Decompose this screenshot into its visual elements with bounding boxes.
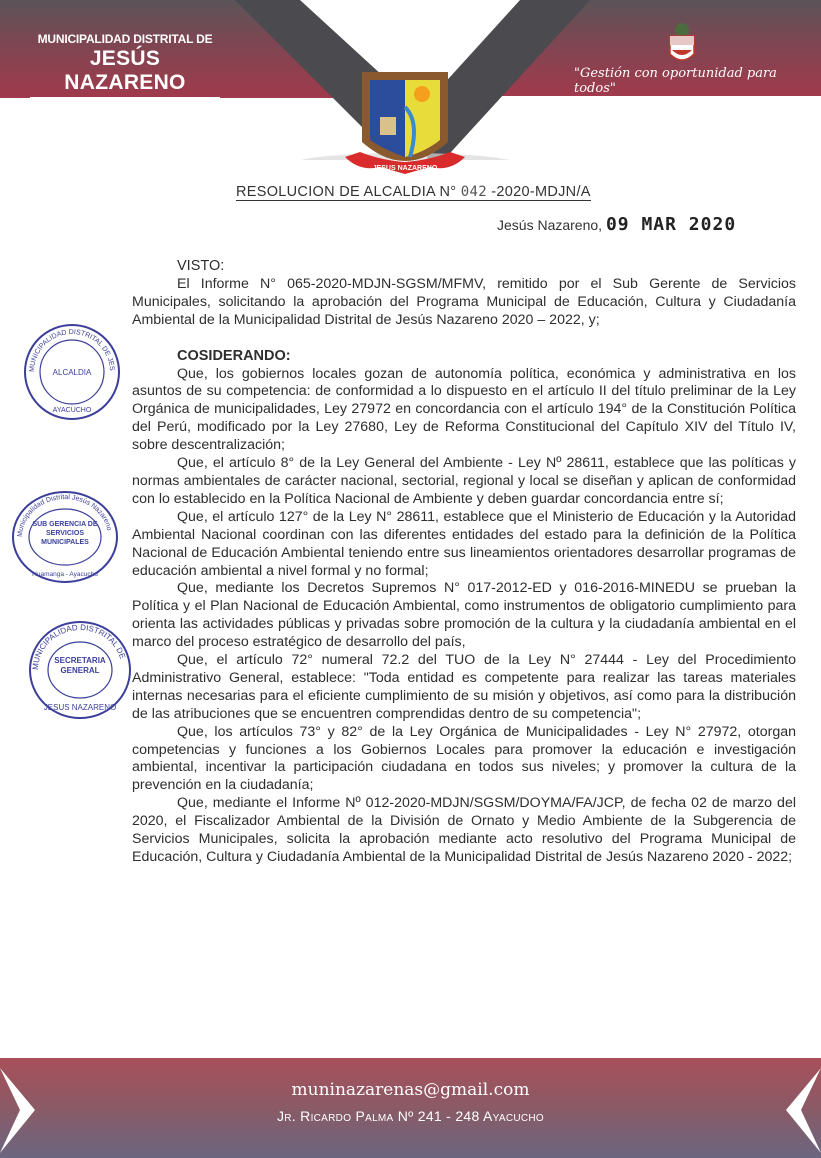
- resolution-title: [236, 184, 591, 201]
- seal-ring-text: MUNICIPALIDAD DISTRITAL DE JESUS NAZARENO: [19, 317, 116, 373]
- letterhead: [0, 0, 821, 172]
- title-prefix: RESOLUCION DE ALCALDIA N°: [236, 184, 457, 200]
- district-crest-logo: [340, 62, 470, 182]
- letterhead-footer: [0, 1058, 821, 1158]
- date-line: [497, 214, 736, 235]
- crest-banner-text: JESUS NAZARENO: [372, 165, 438, 172]
- seal-servicios-municipales: [10, 490, 120, 590]
- title-suffix: -2020-MDJN/A: [491, 184, 591, 200]
- visto-heading: VISTO:: [177, 258, 225, 274]
- visto-paragraph: El Informe N° 065-2020-MDJN-SGSM/MFMV, remitido por el Sub Gerente de Servicios Municipales, solicitando la aprobación del Programa Municipal de Educación, Cultura y Ciudadanía Ambiental de la Municipalidad Distrital de Jesús Nazareno 2020 – 2022, y;: [132, 275, 796, 328]
- seal-center-text: SECRETARIA GENERAL: [54, 656, 106, 675]
- seal-ring-text: Municipalidad Distrital Jesús Nazareno: [16, 493, 113, 538]
- paragraph: Que, los gobiernos locales gozan de autonomía política, económica y administrativa en los asuntos de su competencia: de conformidad a lo dispuesto en el artículo II del título preliminar de la Ley Orgánica de municipalidades, Ley 27972 en concordancia con el artículo 194° de la Constitución Política del Perú, modificado por la Ley 27680, Ley de Reforma Constitucional del Capítulo XIV del Título IV, sobre descentralización;: [132, 365, 796, 454]
- considerando-heading: COSIDERANDO:: [177, 347, 291, 364]
- paragraph: Que, el artículo 8° de la Ley General del Ambiente - Ley Nº 28611, establece que las políticas y normas ambientales de carácter nacional, sectorial, regional y local se diseñan y aplican de conformidad con lo establecido en la Política Nacional de Ambiente y deben guardar concordancia entre sí;: [132, 455, 796, 507]
- seal-secretaria-general: [28, 620, 133, 725]
- paragraph: Que, el artículo 127° de la Ley N° 28611, establece que el Ministerio de Educación y la Autoridad Ambiental Nacional coordinan con las diferentes entidades del estado para la definición de la Política Nacional de Educación Ambiental teniendo entre sus lineamientos orientadores desarrollar programas de educación ambiental a nivel formal y no formal;: [132, 508, 796, 579]
- paragraph: Que, los artículos 73° y 82° de la Ley Orgánica de Municipalidades - Ley N° 27972, otorgan competencias y funciones a los Gobiernos Locales para promover la educación e investigación ambiental, incentivar la participación ciudadana en todos sus niveles; y promover la cultura de la prevención en la ciudadanía;: [132, 723, 796, 794]
- paragraph: Que, mediante los Decretos Supremos N° 017-2012-ED y 016-2016-MINEDU se prueban la Política y el Plan Nacional de Educación Ambiental, como instrumentos de obligatorio cumplimiento para orienta las actividades públicas y privadas sobre promoción de la cultura y la ciudadanía ambiental en el marco del proceso estratégico de desarrollo del país,: [132, 580, 796, 651]
- place: Jesús Nazareno,: [497, 217, 603, 233]
- footer-email: muninazarenas@gmail.com: [291, 1080, 530, 1100]
- municipality-line1: MUNICIPALIDAD DISTRITAL DE: [37, 32, 213, 46]
- seal-bottom-text: Huamanga - Ayacucho: [32, 571, 98, 578]
- slogan: "Gestión con oportunidad para todos": [574, 66, 777, 96]
- resolution-number: 042: [460, 184, 487, 200]
- creation-law: CREADO POR LEY Nº 27281: [45, 101, 205, 113]
- seal-alcaldia: [19, 317, 122, 427]
- paragraph: Que, el artículo 72° numeral 72.2 del TUO de la Ley N° 27444 - Ley del Procedimiento Administrativo General, establece: "Toda entidad es competente para realizar las tareas materiales internas necesarias para el eficiente cumplimiento de su misión y objetivos, así como para la distribución de las atribuciones que se encuentren comprendidas dentro de su competencia";: [132, 652, 796, 722]
- peru-coat-of-arms-icon: [662, 20, 702, 68]
- seal-center-text: SUB GERENCIA DE SERVICIOS MUNICIPALES: [32, 521, 98, 546]
- paragraph: Que, mediante el Informe Nº 012-2020-MDJN/SGSM/DOYMA/FA/JCP, de fecha 02 de marzo del 2020, el Fiscalizador Ambiental de la División de Ornato y Medio Ambiente de la Subgerencia de Servicios Municipales, solicita la aprobación mediante acto resolutivo del Programa Municipal de Educación, Cultura y Ciudadanía Ambiental de la Municipalidad Distrital de Jesús Nazareno 2020 - 2022;: [132, 795, 796, 865]
- seal-center-text: ALCALDIA: [52, 368, 92, 377]
- seal-ring-text: MUNICIPALIDAD DISTRITAL DE: [30, 622, 128, 671]
- seal-bottom-text: AYACUCHO: [52, 407, 92, 414]
- seal-bottom-text: JESUS NAZARENO: [43, 703, 117, 712]
- date-stamp: 09 MAR 2020: [605, 214, 737, 235]
- footer-address: Jr. Ricardo Palma Nº 241 - 248 Ayacucho: [276, 1108, 545, 1124]
- municipality-name: JESÚS NAZARENO: [30, 47, 220, 98]
- document-body: [132, 258, 796, 867]
- municipality-name-block: [30, 32, 220, 113]
